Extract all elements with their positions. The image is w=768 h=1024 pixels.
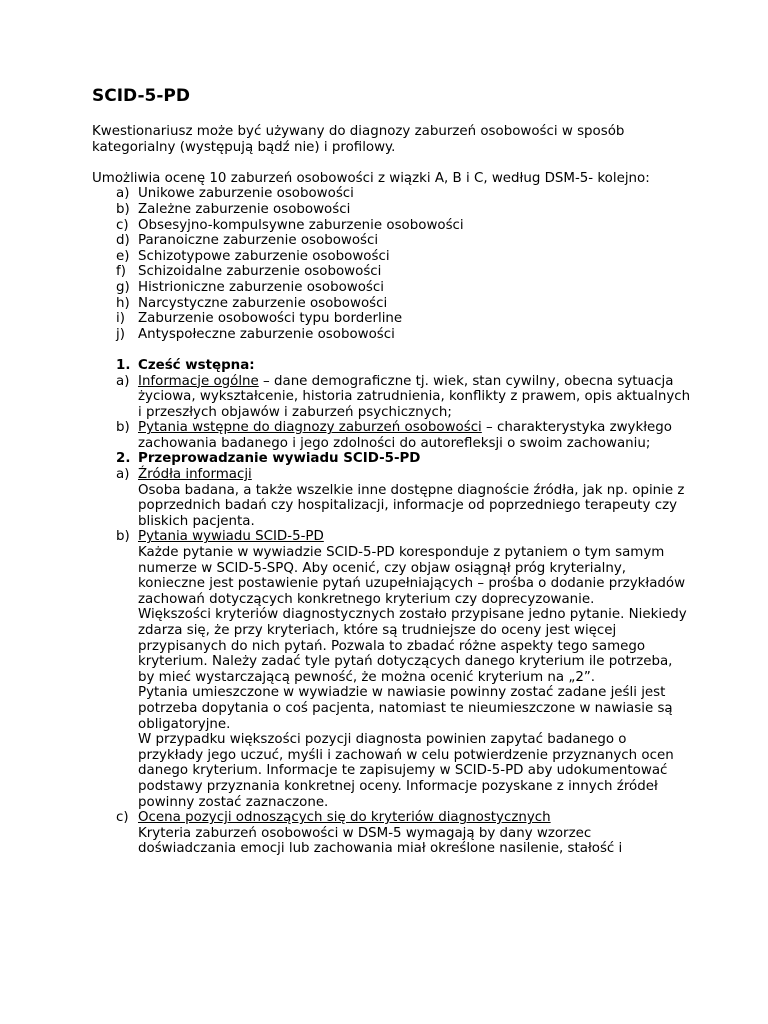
list-item: i) Zaburzenie osobowości typu borderline — [116, 311, 403, 327]
document-page — [92, 86, 692, 857]
list-item: f) Schizoidalne zaburzenie osobowości — [116, 264, 382, 280]
list-item: h) Narcystyczne zaburzenie osobowości — [116, 295, 388, 311]
paragraph: Każde pytanie w wywiadzie SCID-5-PD koresponduje z pytaniem o tym samym numerze w SCID-5-SPQ. Aby ocenić, czy objaw osiągnął próg kryterialny, konieczne jest postawienie pytań uzupełniających – prośba o dodanie przykładów zachowań dotyczących konkretnego kryterium czy doprecyzowanie. — [138, 545, 686, 607]
paragraph: W przypadku większości pozycji diagnosta powinien zapytać badanego o przykłady jego uczuć, myśli i zachowań w celu potwierdzenie przyznanych ocen danego kryterium. Informacje te zapisujemy w SCID-5-PD aby udokumentować podstawy przyznania konkretnej oceny. Informacje pozyskane z innych źródeł powinny zostać zaznaczone. — [138, 732, 674, 810]
section-2-item-c: c) Ocena pozycji odnoszących się do kryteriów diagnostycznych Kryteria zaburzeń osobowości w DSM-5 wymagają by dany wzorzec doświadczania emocji lub zachowania miał określone nasilenie, stałość i — [92, 810, 692, 857]
paragraph: Większości kryteriów diagnostycznych zostało przypisane jedno pytanie. Niekiedy zdarza się, że przy kryteriach, które są trudniejsze do oceny jest więcej przypisanych do nich pytań. Pozwala to zbadać różne aspekty tego samego kryterium. Należy zadać tyle pytań dotyczących danego kryterium ile potrzeba, by mieć wystarczającą pewność, że można ocenić kryterium na „2”. — [138, 607, 687, 685]
section-1-item-a: a) Informacje ogólne – dane demograficzne tj. wiek, stan cywilny, obecna sytuacja życiowa, wykształcenie, historia zatrudnienia, konflikty z prawem, opis aktualnych i przeszłych objawów i zaburzeń psychicznych; — [116, 373, 691, 420]
criteria-assessment-label: Ocena pozycji odnoszących się do kryteriów diagnostycznych — [138, 810, 551, 826]
section-2-item-b: b) Pytania wywiadu SCID-5-PD Każde pytanie w wywiadzie SCID-5-PD koresponduje z pytaniem o tym samym numerze w SCID-5-SPQ. Aby ocenić, czy objaw osiągnął próg kryterialny, konieczne jest postawienie pytań uzupełniających – prośba o dodanie przykładów zachowań dotyczących konkretnego kryterium czy doprecyzowanie. Większości kryteriów diagnostycznych zostało przypisane jedno pytanie. Niekiedy zdarza się, że przy kryteriach, które są trudniejsze do oceny jest więcej przypisanych do nich pytań. Pozwala to zbadać różne aspekty tego samego kryterium. Należy zadać tyle pytań dotyczących danego kryterium ile potrzeba, by mieć wystarczającą pewność, że można ocenić kryterium na „2”. Pytania umieszczone w wywiadzie w nawiasie powinny zostać zadane jeśli jest potrzeba dopytania o coś pacjenta, natomiast te nieumieszczone w nawiasie są obligatoryjne. W przypadku większości pozycji diagnosta powinien zapytać badanego o przykłady jego uczuć, myśli i zachowań w celu potwierdzenie przyznanych ocen danego kryterium. Informacje te zapisujemy w SCID-5-PD aby udokumentować podstawy przyznania konkretnej oceny. Informacje pozyskane z innych źródeł powinny zostać zaznaczone. — [92, 529, 692, 810]
section-1-heading: 1. Cześć wstępna: — [116, 357, 255, 373]
intro-paragraph: Kwestionariusz może być używany do diagnozy zaburzeń osobowości w sposób kategorialny (występują bądź nie) i profilowy. — [92, 124, 625, 155]
sources-label: Źródła informacji — [138, 467, 252, 483]
interview-questions-label: Pytania wywiadu SCID-5-PD — [138, 529, 324, 545]
paragraph: Pytania umieszczone w wywiadzie w nawiasie powinny zostać zadane jeśli jest potrzeba dopytania o coś pacjenta, natomiast te nieumieszczone w nawiasie są obligatoryjne. — [138, 685, 673, 732]
list-item: c) Obsesyjno-kompulsywne zaburzenie osobowości — [116, 217, 464, 233]
disorder-list — [92, 186, 692, 342]
document-title: SCID-5-PD — [92, 86, 190, 106]
section-2-item-a: a) Źródła informacji Osoba badana, a także wszelkie inne dostępne diagnoście źródła, jak np. opinie z poprzednich badań czy hospitalizacji, informacje od poprzedniego terapeuty czy bliskich pacjenta. — [92, 467, 692, 529]
list-item: j) Antyspołeczne zaburzenie osobowości — [116, 326, 395, 342]
preliminary-questions-label: Pytania wstępne do diagnozy zaburzeń osobowości — [138, 420, 482, 436]
paragraph: Kryteria zaburzeń osobowości w DSM-5 wymagają by dany wzorzec doświadczania emocji lub zachowania miał określone nasilenie, stałość i — [138, 825, 623, 857]
section-1-item-b: b) Pytania wstępne do diagnozy zaburzeń osobowości – charakterystyka zwykłego zachowania badanego i jego zdolności do autorefleksji o swoim zachowaniu; — [116, 420, 672, 451]
list-item: a) Unikowe zaburzenie osobowości — [116, 186, 354, 202]
allows-paragraph: Umożliwia ocenę 10 zaburzeń osobowości z wiązki A, B i C, według DSM-5- kolejno: — [92, 170, 650, 186]
list-item: d) Paranoiczne zaburzenie osobowości — [116, 233, 379, 249]
general-info-label: Informacje ogólne — [138, 373, 259, 389]
list-item: e) Schizotypowe zaburzenie osobowości — [116, 248, 390, 264]
sources-text: Osoba badana, a także wszelkie inne dostępne diagnoście źródła, jak np. opinie z poprzednich badań czy hospitalizacji, informacje od poprzedniego terapeuty czy bliskich pacjenta. — [138, 482, 685, 529]
section-2-heading: 2. Przeprowadzanie wywiadu SCID-5-PD — [116, 451, 421, 467]
list-item: b) Zależne zaburzenie osobowości — [116, 201, 351, 217]
list-item: g) Histrioniczne zaburzenie osobowości — [116, 279, 384, 295]
